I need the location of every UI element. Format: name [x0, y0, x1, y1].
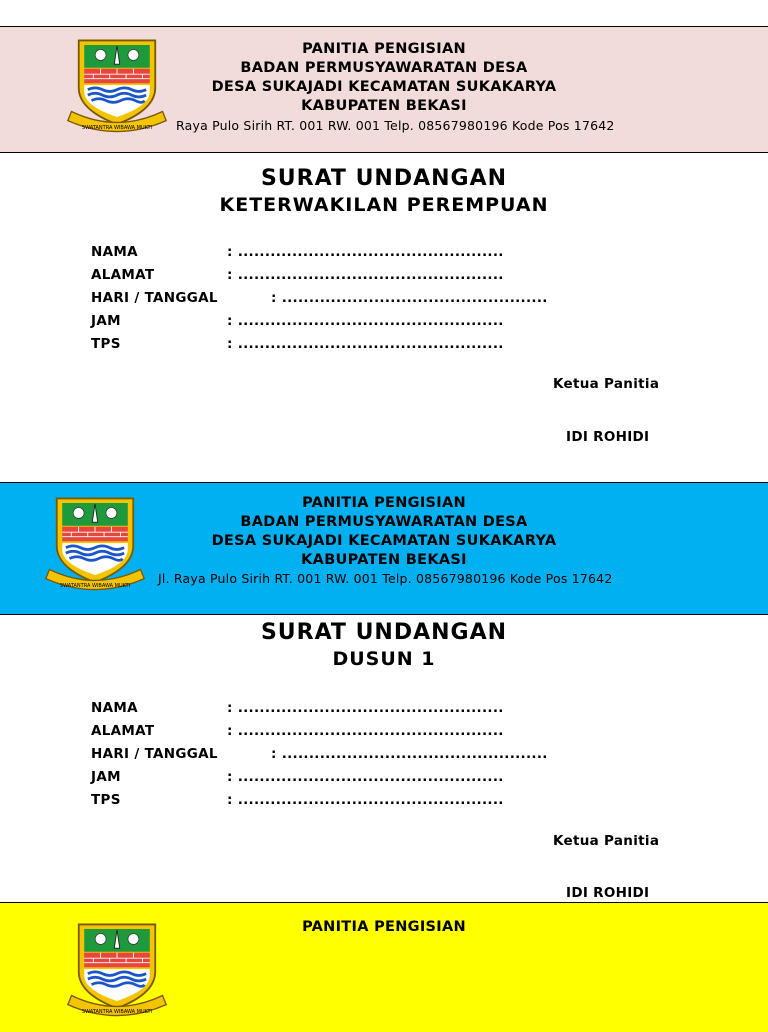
field-alamat: : ................................................. [227, 267, 504, 283]
label-jam: JAM [91, 313, 121, 329]
logo-motto: SWATANTRA WIBAWA MUKTI [59, 582, 131, 589]
letterhead-band-2 [0, 482, 768, 615]
village-district: DESA SUKAJADI KECAMATAN SUKAKARYA [211, 79, 557, 95]
committee-title: PANITIA PENGISIAN [302, 495, 466, 511]
signer-name: IDI ROHIDI [566, 885, 650, 901]
field-jam: : ................................................. [227, 313, 504, 329]
regency-name: KABUPATEN BEKASI [301, 98, 467, 114]
label-jam: JAM [91, 769, 121, 785]
logo-motto: SWATANTRA WIBAWA MUKTI [81, 1008, 153, 1015]
field-jam: : ................................................. [227, 769, 504, 785]
label-alamat: ALAMAT [91, 723, 155, 739]
committee-title: PANITIA PENGISIAN [302, 41, 466, 57]
committee-title: PANITIA PENGISIAN [302, 919, 466, 935]
letter-title: SURAT UNDANGAN [260, 166, 508, 191]
institution-name: BADAN PERMUSYAWARATAN DESA [240, 60, 528, 76]
label-alamat: ALAMAT [91, 267, 155, 283]
field-hari-tanggal: : ................................................. [271, 746, 548, 762]
letterhead-band-1 [0, 26, 768, 153]
label-nama: NAMA [91, 700, 138, 716]
field-tps: : ................................................. [227, 792, 504, 808]
signer-name: IDI ROHIDI [566, 429, 650, 445]
logo-motto: SWATANTRA WIBAWA MUKTI [81, 124, 153, 131]
institution-name: BADAN PERMUSYAWARATAN DESA [240, 514, 528, 530]
field-hari-tanggal: : ................................................. [271, 290, 548, 306]
label-tps: TPS [91, 336, 121, 352]
letter-subtitle: KETERWAKILAN PEREMPUAN [219, 194, 549, 216]
label-tps: TPS [91, 792, 121, 808]
signer-title: Ketua Panitia [553, 833, 660, 849]
address-line: Raya Pulo Sirih RT. 001 RW. 001 Telp. 08567980196 Kode Pos 17642 [176, 118, 615, 133]
letterhead-band-3 [0, 902, 768, 1032]
label-hari-tanggal: HARI / TANGGAL [91, 746, 218, 762]
field-nama: : ................................................. [227, 700, 504, 716]
letter-subtitle: DUSUN 1 [332, 648, 436, 670]
village-district: DESA SUKAJADI KECAMATAN SUKAKARYA [211, 533, 557, 549]
field-nama: : ................................................. [227, 244, 504, 260]
label-nama: NAMA [91, 244, 138, 260]
letter-title: SURAT UNDANGAN [260, 620, 508, 645]
label-hari-tanggal: HARI / TANGGAL [91, 290, 218, 306]
signer-title: Ketua Panitia [553, 376, 660, 392]
field-alamat: : ................................................. [227, 723, 504, 739]
field-tps: : ................................................. [227, 336, 504, 352]
address-line: Jl. Raya Pulo Sirih RT. 001 RW. 001 Telp. 08567980196 Kode Pos 17642 [158, 571, 613, 586]
regency-name: KABUPATEN BEKASI [301, 552, 467, 568]
